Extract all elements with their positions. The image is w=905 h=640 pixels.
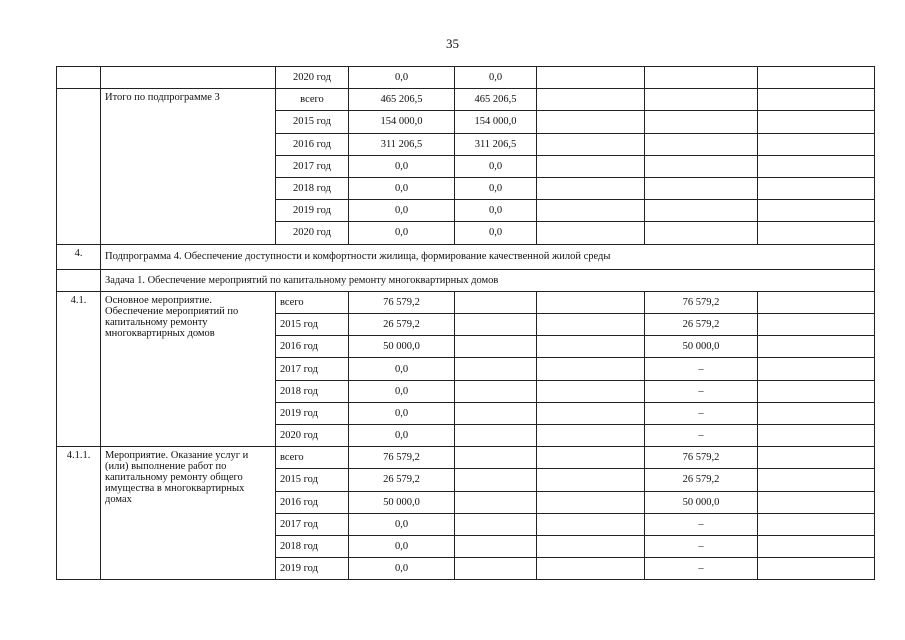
value-cell (537, 336, 645, 358)
value-cell (537, 535, 645, 557)
table-row (57, 291, 875, 313)
year-cell: 2018 год (276, 535, 349, 557)
value-cell (758, 535, 875, 557)
value-cell (455, 402, 537, 424)
year-cell: всего (276, 291, 349, 313)
value-cell (537, 89, 645, 111)
value-cell (758, 358, 875, 380)
value-cell (645, 177, 758, 199)
subprogram-title: Подпрограмма 4. Обеспечение доступности и комфортности жилища, формирование качественной жилой среды (101, 244, 875, 269)
value-cell (645, 155, 758, 177)
value-cell: 154 000,0 (455, 111, 537, 133)
year-cell: всего (276, 89, 349, 111)
value-cell: – (645, 380, 758, 402)
value-cell: – (645, 425, 758, 447)
value-cell (537, 513, 645, 535)
value-cell (758, 177, 875, 199)
value-cell: – (645, 402, 758, 424)
value-cell (758, 425, 875, 447)
value-cell (645, 89, 758, 111)
value-cell (537, 425, 645, 447)
value-cell (645, 222, 758, 244)
value-cell: 311 206,5 (349, 133, 455, 155)
value-cell (455, 291, 537, 313)
measure-number: 4.1.1. (57, 447, 101, 580)
value-cell (758, 111, 875, 133)
value-cell (758, 67, 875, 89)
table-row (57, 89, 875, 111)
value-cell (537, 200, 645, 222)
value-cell (537, 469, 645, 491)
year-cell: 2015 год (276, 314, 349, 336)
value-cell (455, 314, 537, 336)
value-cell: 0,0 (349, 380, 455, 402)
value-cell: 26 579,2 (349, 314, 455, 336)
year-cell: 2020 год (276, 222, 349, 244)
value-cell: 0,0 (349, 67, 455, 89)
value-cell: 0,0 (349, 222, 455, 244)
value-cell: 50 000,0 (645, 336, 758, 358)
value-cell (758, 336, 875, 358)
value-cell: – (645, 558, 758, 580)
measure-label: Мероприятие. Оказание услуг и (или) выполнение работ по капитальному ремонту общего имущества в многоквартирных домах (101, 447, 276, 580)
year-cell: 2019 год (276, 558, 349, 580)
year-cell: 2020 год (276, 425, 349, 447)
value-cell (758, 89, 875, 111)
value-cell: 76 579,2 (349, 447, 455, 469)
subprogram-row (57, 244, 875, 269)
num-cell (57, 269, 101, 291)
task-title: Задача 1. Обеспечение мероприятий по капитальному ремонту многоквартирных домов (101, 269, 875, 291)
task-row (57, 269, 875, 291)
value-cell: 76 579,2 (349, 291, 455, 313)
value-cell (645, 111, 758, 133)
label-cell (101, 67, 276, 89)
value-cell (455, 491, 537, 513)
value-cell (758, 469, 875, 491)
year-cell: 2017 год (276, 155, 349, 177)
value-cell (645, 200, 758, 222)
value-cell: 0,0 (455, 155, 537, 177)
value-cell: 76 579,2 (645, 447, 758, 469)
value-cell: 0,0 (349, 155, 455, 177)
value-cell: 0,0 (455, 67, 537, 89)
year-cell: 2015 год (276, 469, 349, 491)
value-cell: 0,0 (349, 513, 455, 535)
value-cell (758, 558, 875, 580)
value-cell: 50 000,0 (349, 336, 455, 358)
value-cell (758, 380, 875, 402)
value-cell: 0,0 (455, 177, 537, 199)
value-cell (537, 314, 645, 336)
value-cell: 0,0 (349, 200, 455, 222)
table-row (57, 67, 875, 89)
year-cell: 2015 год (276, 111, 349, 133)
value-cell: 76 579,2 (645, 291, 758, 313)
value-cell: – (645, 513, 758, 535)
year-cell: 2019 год (276, 200, 349, 222)
value-cell (537, 402, 645, 424)
value-cell: 50 000,0 (349, 491, 455, 513)
value-cell (537, 67, 645, 89)
value-cell: 26 579,2 (645, 469, 758, 491)
year-cell: 2016 год (276, 336, 349, 358)
value-cell: 26 579,2 (349, 469, 455, 491)
value-cell: 465 206,5 (349, 89, 455, 111)
value-cell (758, 155, 875, 177)
value-cell (455, 425, 537, 447)
value-cell (537, 291, 645, 313)
value-cell (537, 111, 645, 133)
year-cell: всего (276, 447, 349, 469)
value-cell (758, 222, 875, 244)
value-cell (455, 469, 537, 491)
page-number: 35 (446, 36, 459, 51)
value-cell (455, 447, 537, 469)
value-cell (455, 358, 537, 380)
value-cell (645, 133, 758, 155)
measure-label: Основное мероприятие. Обеспечение мероприятий по капитальному ремонту многоквартирных домов (101, 291, 276, 446)
value-cell: – (645, 358, 758, 380)
value-cell: – (645, 535, 758, 557)
value-cell: 0,0 (349, 425, 455, 447)
value-cell: 0,0 (455, 222, 537, 244)
value-cell (645, 67, 758, 89)
value-cell (758, 402, 875, 424)
value-cell (537, 447, 645, 469)
value-cell (537, 358, 645, 380)
year-cell: 2020 год (276, 67, 349, 89)
value-cell: 465 206,5 (455, 89, 537, 111)
value-cell: 26 579,2 (645, 314, 758, 336)
value-cell: 0,0 (349, 358, 455, 380)
itogo-label: Итого по подпрограмме 3 (101, 89, 276, 244)
budget-table (56, 66, 875, 580)
table-row (57, 447, 875, 469)
subprogram-number: 4. (57, 244, 101, 269)
num-cell (57, 67, 101, 89)
year-cell: 2016 год (276, 133, 349, 155)
value-cell: 50 000,0 (645, 491, 758, 513)
value-cell: 0,0 (455, 200, 537, 222)
value-cell (537, 558, 645, 580)
value-cell (537, 222, 645, 244)
value-cell (758, 200, 875, 222)
value-cell (758, 513, 875, 535)
year-cell: 2018 год (276, 380, 349, 402)
year-cell: 2019 год (276, 402, 349, 424)
value-cell (537, 380, 645, 402)
num-cell (57, 89, 101, 244)
value-cell (537, 155, 645, 177)
year-cell: 2016 год (276, 491, 349, 513)
value-cell: 0,0 (349, 535, 455, 557)
value-cell (455, 336, 537, 358)
measure-number: 4.1. (57, 291, 101, 446)
value-cell (455, 535, 537, 557)
value-cell (537, 133, 645, 155)
value-cell (758, 314, 875, 336)
value-cell: 311 206,5 (455, 133, 537, 155)
value-cell: 0,0 (349, 177, 455, 199)
value-cell: 0,0 (349, 558, 455, 580)
value-cell (758, 291, 875, 313)
year-cell: 2018 год (276, 177, 349, 199)
value-cell (455, 380, 537, 402)
value-cell (537, 491, 645, 513)
value-cell (758, 447, 875, 469)
value-cell (758, 133, 875, 155)
value-cell (537, 177, 645, 199)
value-cell (455, 513, 537, 535)
value-cell (758, 491, 875, 513)
value-cell: 154 000,0 (349, 111, 455, 133)
year-cell: 2017 год (276, 513, 349, 535)
value-cell: 0,0 (349, 402, 455, 424)
value-cell (455, 558, 537, 580)
year-cell: 2017 год (276, 358, 349, 380)
